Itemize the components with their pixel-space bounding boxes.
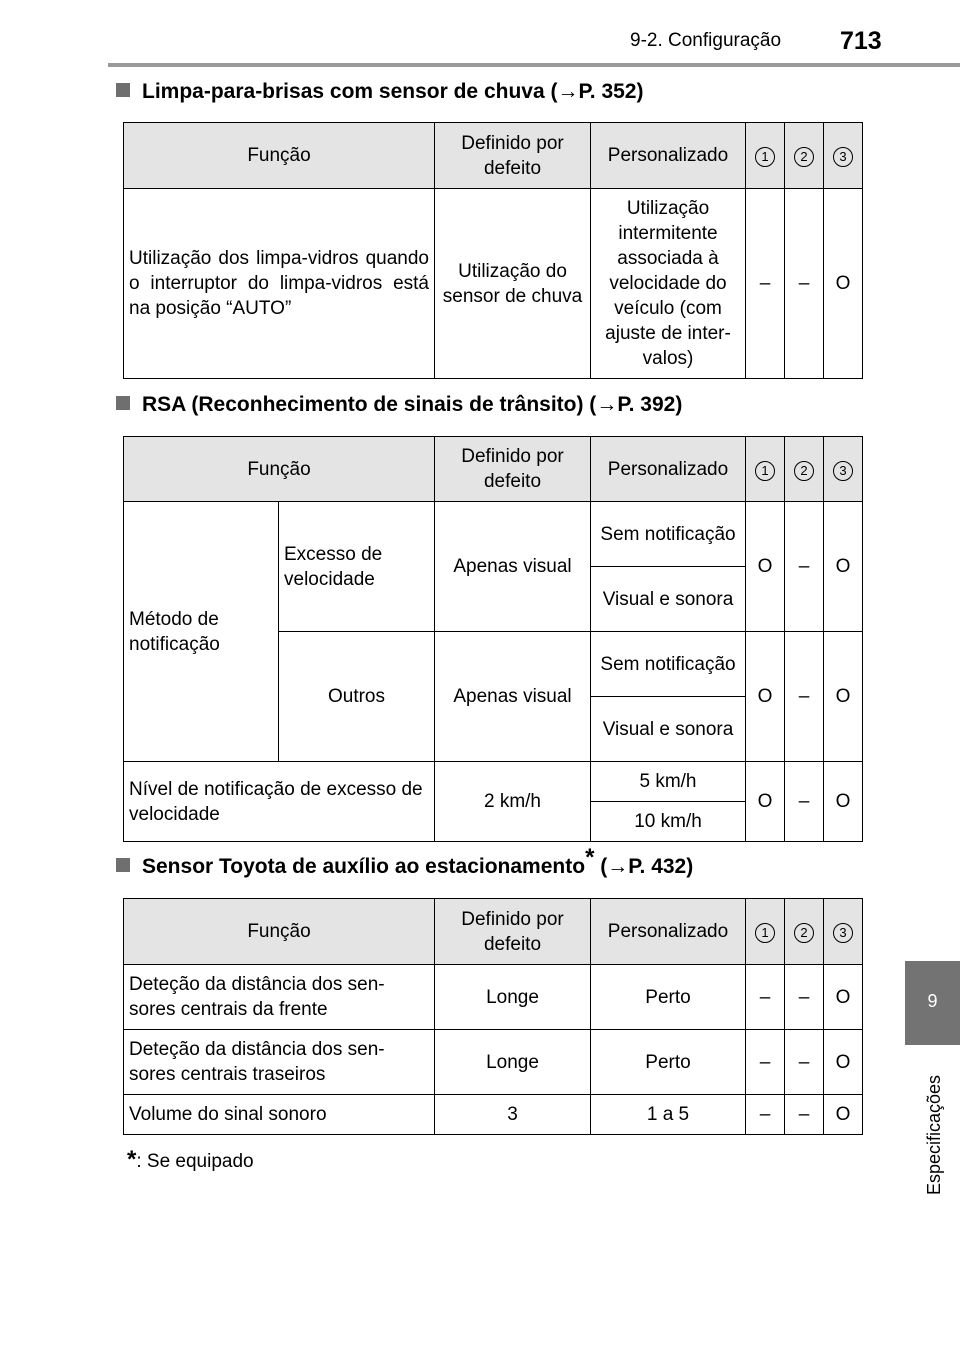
- col-2: [785, 899, 824, 965]
- arrow-icon: →: [607, 855, 629, 878]
- col-custom: Personalizado: [591, 123, 746, 189]
- page-number: 713: [840, 27, 882, 55]
- section-heading-parking-sensor: Sensor Toyota de auxílio ao estacionamento* (→P. 432): [116, 855, 693, 879]
- table-header-row: [124, 899, 863, 965]
- col-function: Função: [124, 437, 435, 502]
- footnote: *: Se equipado: [127, 1146, 254, 1173]
- circled-3-icon: 3: [833, 923, 853, 943]
- col-default: Definido por defeito: [435, 123, 591, 189]
- footnote-asterisk: *: [127, 1146, 137, 1173]
- table-header-row: [124, 437, 863, 502]
- col-custom: Personalizado: [591, 899, 746, 965]
- table-row: [124, 965, 863, 1030]
- cell-c2: –: [785, 762, 824, 842]
- cell-c1: –: [746, 189, 785, 379]
- cell-c2: –: [785, 189, 824, 379]
- col-3: [824, 123, 863, 189]
- chapter-label: Especificações: [924, 1074, 944, 1195]
- cell-c1: –: [746, 965, 785, 1030]
- cell-c1: –: [746, 1095, 785, 1135]
- circled-1-icon: 1: [755, 923, 775, 943]
- cell-function: Utilização dos limpa-vidros quando o interruptor do limpa-vidros está na posição “AUTO”: [124, 189, 435, 379]
- cell-c2: –: [785, 965, 824, 1030]
- col-1: [746, 123, 785, 189]
- table-header-row: [124, 123, 863, 189]
- cell-c2: –: [785, 1095, 824, 1135]
- col-2: [785, 437, 824, 502]
- circled-2-icon: 2: [794, 461, 814, 481]
- cell-default: Apenas visual: [435, 632, 591, 762]
- cell-speed: Excesso de velocidade: [279, 502, 435, 632]
- parking-sensor-table: [123, 898, 863, 1135]
- cell-c1: O: [746, 632, 785, 762]
- table-row: [124, 1030, 863, 1095]
- col-default: Definido por defeito: [435, 437, 591, 502]
- asterisk: *: [585, 844, 595, 871]
- col-default: Definido por defeito: [435, 899, 591, 965]
- cell-option: Sem notificação: [591, 632, 746, 697]
- cell-c3: O: [824, 189, 863, 379]
- cell-c2: –: [785, 502, 824, 632]
- cell-c1: O: [746, 762, 785, 842]
- table-row: [124, 502, 863, 567]
- cell-custom: Perto: [591, 965, 746, 1030]
- circled-2-icon: 2: [794, 147, 814, 167]
- square-bullet-icon: [116, 83, 130, 97]
- cell-c3: O: [824, 965, 863, 1030]
- cell-custom: 1 a 5: [591, 1095, 746, 1135]
- col-1: [746, 899, 785, 965]
- col-function: Função: [124, 899, 435, 965]
- col-3: [824, 899, 863, 965]
- cell-default: Apenas visual: [435, 502, 591, 632]
- cell-c3: O: [824, 632, 863, 762]
- section-title: 9-2. Configuração: [630, 30, 782, 51]
- cell-default: Longe: [435, 965, 591, 1030]
- circled-3-icon: 3: [833, 461, 853, 481]
- cell-option: Sem notificação: [591, 502, 746, 567]
- cell-option: 10 km/h: [591, 802, 746, 842]
- cell-option: 5 km/h: [591, 762, 746, 802]
- cell-method: Método de notificação: [124, 502, 279, 762]
- cell-custom: Utilização intermitente associada à velocidade do veículo (com ajuste de inter-valos): [591, 189, 746, 379]
- cell-default: 3: [435, 1095, 591, 1135]
- col-custom: Personalizado: [591, 437, 746, 502]
- cell-default: 2 km/h: [435, 762, 591, 842]
- cell-option: Visual e sonora: [591, 567, 746, 632]
- cell-function: Volume do sinal sonoro: [124, 1095, 435, 1135]
- cell-level: Nível de notificação de excesso de velocidade: [124, 762, 435, 842]
- arrow-icon: →: [557, 80, 579, 103]
- section-heading-rsa: RSA (Reconhecimento de sinais de trânsito) (→P. 392): [116, 393, 682, 417]
- cell-c2: –: [785, 632, 824, 762]
- circled-1-icon: 1: [755, 147, 775, 167]
- table-row: [124, 1095, 863, 1135]
- section-heading-rain-sensor: Limpa-para-brisas com sensor de chuva (→P. 352): [116, 80, 643, 104]
- chapter-tab[interactable]: 9: [905, 961, 960, 1045]
- cell-c1: O: [746, 502, 785, 632]
- col-2: [785, 123, 824, 189]
- rain-sensor-table: [123, 122, 863, 379]
- cell-c3: O: [824, 502, 863, 632]
- cell-c2: –: [785, 1030, 824, 1095]
- cell-function: Deteção da distância dos sen-sores centrais da frente: [124, 965, 435, 1030]
- cell-c3: O: [824, 1095, 863, 1135]
- cell-default: Utilização do sensor de chuva: [435, 189, 591, 379]
- cell-function: Deteção da distância dos sen-sores centrais traseiros: [124, 1030, 435, 1095]
- circled-2-icon: 2: [794, 923, 814, 943]
- cell-c3: O: [824, 1030, 863, 1095]
- cell-default: Longe: [435, 1030, 591, 1095]
- col-1: [746, 437, 785, 502]
- cell-option: Visual e sonora: [591, 697, 746, 762]
- table-row: [124, 762, 863, 802]
- table-row: [124, 189, 863, 379]
- col-function: Função: [124, 123, 435, 189]
- cell-others: Outros: [279, 632, 435, 762]
- col-3: [824, 437, 863, 502]
- header-divider: [108, 63, 960, 67]
- circled-3-icon: 3: [833, 147, 853, 167]
- rsa-table: [123, 436, 863, 842]
- square-bullet-icon: [116, 858, 130, 872]
- circled-1-icon: 1: [755, 461, 775, 481]
- arrow-icon: →: [596, 393, 618, 416]
- square-bullet-icon: [116, 396, 130, 410]
- cell-c1: –: [746, 1030, 785, 1095]
- cell-c3: O: [824, 762, 863, 842]
- cell-custom: Perto: [591, 1030, 746, 1095]
